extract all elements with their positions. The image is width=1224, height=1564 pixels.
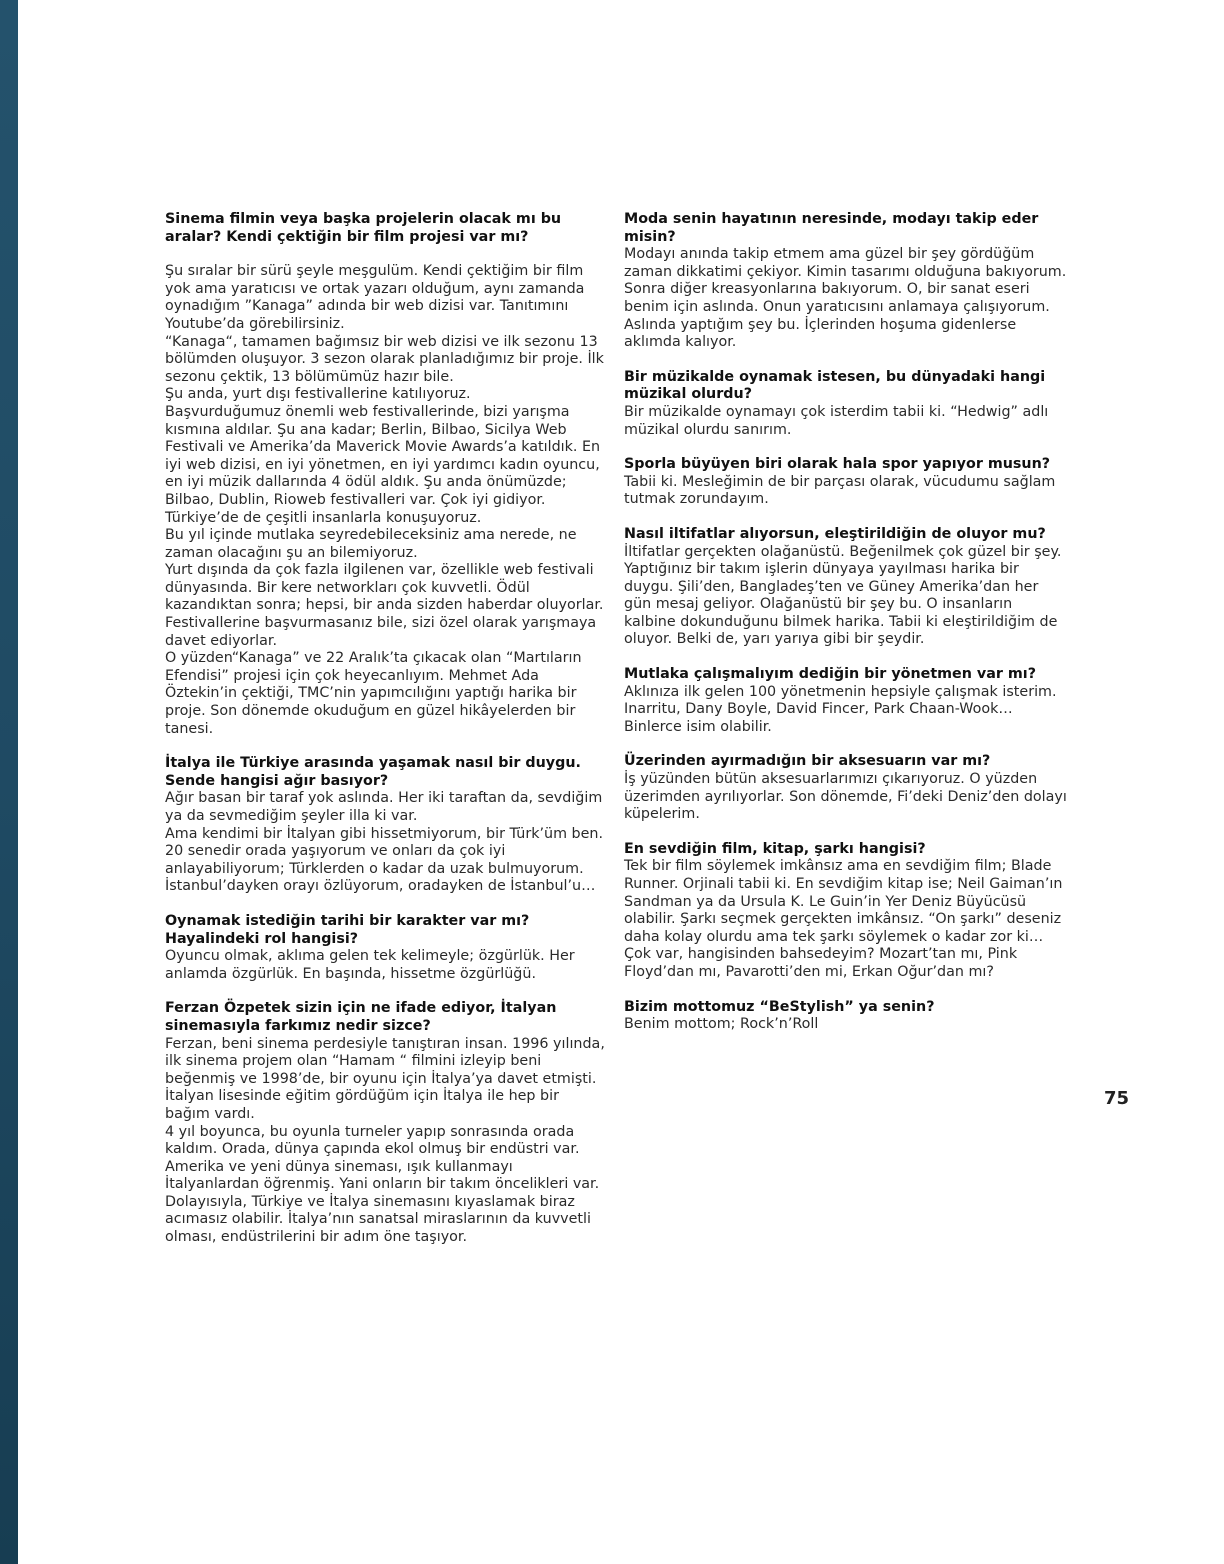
qa-block	[624, 211, 1068, 352]
question: Sinema filmin veya başka projelerin olacak mı bu aralar? Kendi çektiğin bir film projesi var mı?	[165, 211, 562, 245]
question: En sevdiğin film, kitap, şarkı hangisi?	[624, 840, 926, 857]
qa-block	[624, 999, 1068, 1034]
question: Bizim mottomuz “BeStylish” ya senin?	[624, 998, 935, 1015]
answer: Modayı anında takip etmem ama güzel bir şey gördüğüm zaman dikkatimi çekiyor. Kimin tasarımı olduğuna bakıyorum. Sonra diğer kreasyonlarına bakıyorum. O, bir sanat eseri benim için aslında. Onun yaratıcısını anlamaya çalışıyorum. Aslında yaptığım şey bu. İçlerinden hoşuma gidenlerse aklımda kalıyor.	[624, 246, 1067, 351]
qa-block	[165, 755, 605, 896]
qa-block	[165, 1000, 605, 1246]
answer: Aklınıza ilk gelen 100 yönetmenin hepsiyle çalışmak isterim. Inarritu, Dany Boyle, David Fincer, Park Chaan-Wook… Binlerce isim olabilir.	[624, 683, 1057, 735]
page-edge-strip	[0, 0, 18, 1564]
qa-block	[624, 369, 1068, 439]
question: Ferzan Özpetek sizin için ne ifade ediyor, İtalyan sinemasıyla farkımız nedir sizce?	[165, 1000, 557, 1034]
answer: Tek bir film söylemek imkânsız ama en sevdiğim film; Blade Runner. Orjinali tabii ki. En sevdiğim kitap ise; Neil Gaiman’ın Sandman ya da Ursula K. Le Guin’in Yer Deniz Büyücüsü olabilir. Şarkı seçmek gerçekten imkânsız. “On şarkı” deseniz daha kolay olurdu ama tek şarkı söylemek o kadar zor ki… Çok var, hangisinden bahsedeyim? Mozart’tan mı, Pink Floyd’dan mı, Pavarotti’den mi, Erkan Oğur’dan mı?	[624, 858, 1063, 980]
answer: İş yüzünden bütün aksesuarlarımızı çıkarıyoruz. O yüzden üzerimden ayrılıyorlar. Son dönemde, Fi’deki Deniz’den dolayı küpelerim.	[624, 771, 1067, 823]
qa-block	[624, 753, 1068, 823]
right-column	[624, 211, 1068, 1051]
page-number: 75	[1104, 1088, 1130, 1109]
answer: Tabii ki. Mesleğimin de bir parçası olarak, vücudumu sağlam tutmak zorundayım.	[624, 473, 1056, 508]
question: Bir müzikalde oynamak istesen, bu dünyadaki hangi müzikal olurdu?	[624, 368, 1046, 403]
qa-block	[624, 526, 1068, 649]
answer: Oyuncu olmak, aklıma gelen tek kelimeyle; özgürlük. Her anlamda özgürlük. En başında, hissetme özgürlüğü.	[165, 948, 575, 982]
answer: Bir müzikalde oynamayı çok isterdim tabii ki. “Hedwig” adlı müzikal olurdu sanırım.	[624, 403, 1049, 438]
question: Nasıl iltifatlar alıyorsun, eleştirildiğin de oluyor mu?	[624, 525, 1046, 542]
question: İtalya ile Türkiye arasında yaşamak nasıl bir duygu. Sende hangisi ağır basıyor?	[165, 755, 581, 789]
qa-block	[165, 211, 605, 738]
answer: Ağır basan bir taraf yok aslında. Her iki taraftan da, sevdiğim ya da sevmediğim şeyler illa ki var. Ama kendimi bir İtalyan gibi hissetmiyorum, bir Türk’üm ben. 20 senedir orada yaşıyorum ve onları da çok iyi anlayabiliyorum; Türklerden o kadar da uzak bulmuyorum. İstanbul’dayken orayı özlüyorum, oradayken de İstanbul’u…	[165, 790, 604, 895]
qa-block	[624, 841, 1068, 982]
qa-block	[165, 913, 605, 983]
question: Üzerinden ayırmadığın bir aksesuarın var mı?	[624, 753, 991, 770]
question: Moda senin hayatının neresinde, modayı takip eder misin?	[624, 211, 1039, 245]
answer: Şu sıralar bir sürü şeyle meşgulüm. Kendi çektiğim bir film yok ama yaratıcısı ve ortak yazarı olduğum, aynı zamanda oynadığım ”Kanaga” adında bir web dizisi var. Tanıtımını Youtube’da görebilirsiniz. “Kanaga“, tamamen bağımsız bir web dizisi ve ilk sezonu 13 bölümden oluşuyor. 3 sezon olarak planladığımız bir proje. İlk sezonu çektik, 13 bölümümüz hazır bile. Şu anda, yurt dışı festivallerine katılıyoruz. Başvurduğumuz önemli web festivallerinde, bizi yarışma kısmına aldılar. Şu ana kadar; Berlin, Bilbao, Sicilya Web Festivali ve Amerika’da Maverick Movie Awards’a katıldık. En iyi web dizisi, en iyi yönetmen, en iyi yardımcı kadın oyuncu, en iyi müzik dallarında 4 ödül aldık. Şu anda önümüzde; Bilbao, Dublin, Rioweb festivalleri var. Çok iyi gidiyor. Türkiye’de de çeşitli insanlarla konuşuyoruz. Bu yıl içinde mutlaka seyredebileceksiniz ama nerede, ne zaman olacağını şu an bilemiyoruz. Yurt dışında da çok fazla ilgilenen var, özellikle web festivali dünyasında. Bir kere networkları çok kuvvetli. Ödül kazandıktan sonra; hepsi, bir anda sizden haberdar oluyorlar. Festivallerine başvurmasanız bile, sizi özel olarak yarışmaya davet ediyorlar. O yüzden“Kanaga” ve 22 Aralık’ta çıkacak olan “Martıların Efendisi” projesi için çok heyecanlıyım. Mehmet Ada Öztekin’in çektiği, TMC’nin yapımcılığını yaptığı harika bir proje. Son dönemde okuduğum en güzel hikâyelerden bir tanesi.	[165, 263, 604, 737]
answer: İltifatlar gerçekten olağanüstü. Beğenilmek çok güzel bir şey. Yaptığınız bir takım işlerin dünyaya yayılması harika bir duygu. Şili’den, Bangladeş’ten ve Güney Amerika’dan her gün mesaj geliyor. Olağanüstü bir şey bu. O insanların kalbine dokunduğunu bilmek harika. Tabii ki eleştirildiğim de oluyor. Belki de, yarı yarıya gibi bir şeydir.	[624, 543, 1062, 648]
left-column	[165, 211, 605, 1264]
answer: Ferzan, beni sinema perdesiyle tanıştıran insan. 1996 yılında, ilk sinema projem olan “Hamam “ filmini izleyip beni beğenmiş ve 1998’de, bir oyunu için İtalya’ya davet etmişti. İtalyan lisesinde eğitim gördüğüm için İtalya ile hep bir bağım vardı. 4 yıl boyunca, bu oyunla turneler yapıp sonrasında orada kaldım. Orada, dünya çapında ekol olmuş bir endüstri var. Amerika ve yeni dünya sineması, ışık kullanmayı İtalyanlardan öğrenmiş. Yani onların bir takım öncelikleri var. Dolayısıyla, Türkiye ve İtalya sinemasını kıyaslamak biraz acımasız olabilir. İtalya’nın sanatsal miraslarının da kuvvetli olması, endüstrilerini bir adım öne taşıyor.	[165, 1035, 605, 1246]
question: Sporla büyüyen biri olarak hala spor yapıyor musun?	[624, 456, 1051, 473]
qa-block	[624, 666, 1068, 736]
spacer	[165, 246, 605, 263]
question: Mutlaka çalışmalıyım dediğin bir yönetmen var mı?	[624, 666, 1036, 683]
answer: Benim mottom; Rock’n’Roll	[624, 1016, 819, 1033]
question: Oynamak istediğin tarihi bir karakter var mı? Hayalindeki rol hangisi?	[165, 912, 530, 947]
qa-block	[624, 456, 1068, 509]
